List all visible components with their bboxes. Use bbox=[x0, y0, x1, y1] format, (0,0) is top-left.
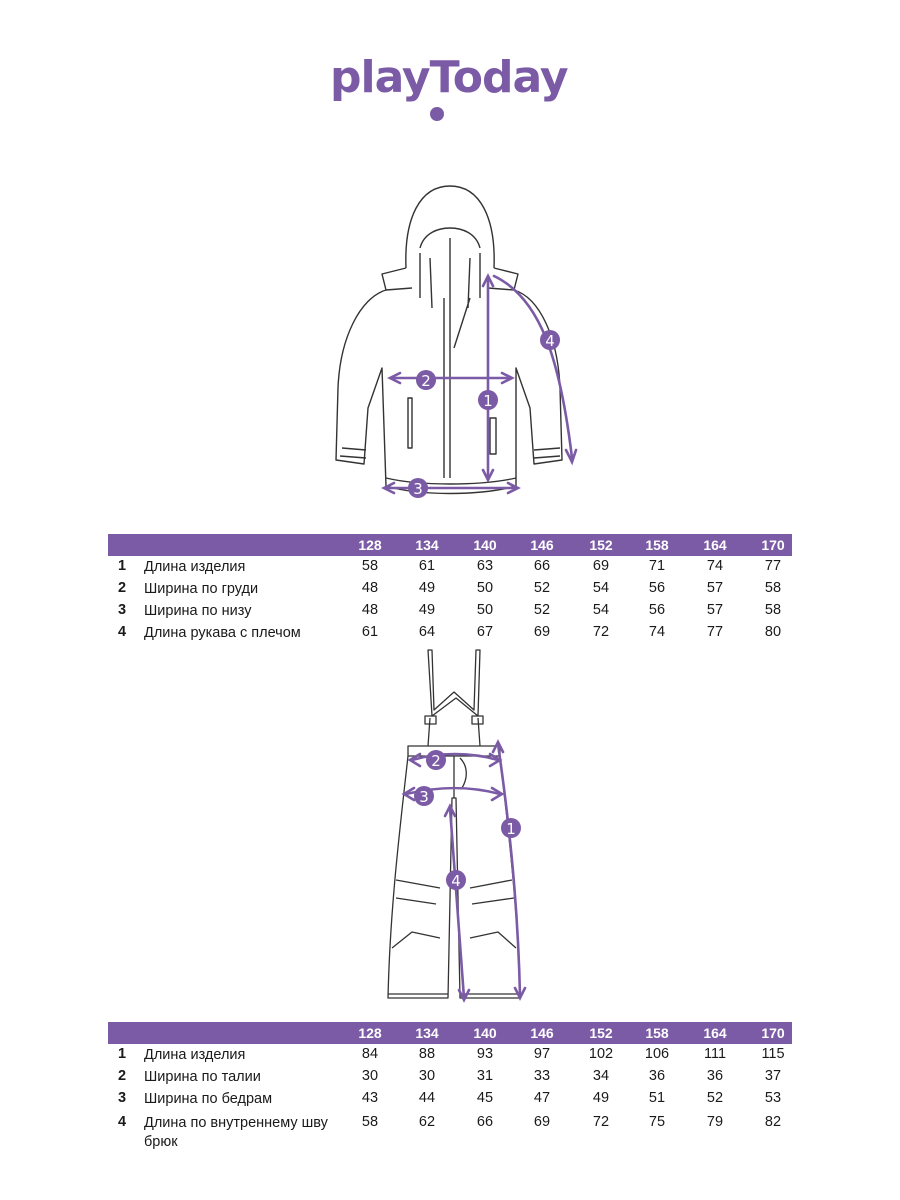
cell-value: 63 bbox=[476, 558, 494, 574]
row-number: 3 bbox=[118, 602, 127, 618]
jacket-marker-4 bbox=[540, 330, 560, 350]
pants-size-table bbox=[108, 1022, 792, 1156]
cell-value: 51 bbox=[648, 1090, 666, 1106]
cell-value: 50 bbox=[476, 602, 494, 618]
pants-marker-4 bbox=[446, 870, 466, 890]
size-header: 128 bbox=[358, 1025, 382, 1041]
svg-text:1: 1 bbox=[506, 820, 516, 838]
cell-value: 53 bbox=[764, 1090, 782, 1106]
cell-value: 69 bbox=[533, 624, 551, 640]
cell-value: 30 bbox=[361, 1068, 379, 1084]
cell-value: 48 bbox=[361, 602, 379, 618]
cell-value: 75 bbox=[648, 1114, 666, 1130]
row-label: Ширина по талии bbox=[144, 1069, 261, 1085]
cell-value: 36 bbox=[648, 1068, 666, 1084]
size-header: 134 bbox=[415, 1025, 439, 1041]
cell-value: 102 bbox=[588, 1046, 614, 1062]
size-header: 152 bbox=[589, 1025, 613, 1041]
cell-value: 49 bbox=[592, 1090, 610, 1106]
cell-value: 66 bbox=[476, 1114, 494, 1130]
size-header: 170 bbox=[761, 1025, 785, 1041]
row-label: Длина рукава с плечом bbox=[144, 625, 301, 641]
table-row bbox=[108, 622, 792, 644]
table-row bbox=[108, 556, 792, 578]
row-label: Длина по внутреннему шву брюк bbox=[144, 1115, 328, 1150]
cell-value: 67 bbox=[476, 624, 494, 640]
pants-table-header bbox=[108, 1022, 792, 1044]
cell-value: 58 bbox=[764, 580, 782, 596]
row-number: 2 bbox=[118, 580, 127, 596]
cell-value: 66 bbox=[533, 558, 551, 574]
svg-text:3: 3 bbox=[419, 788, 429, 806]
cell-value: 84 bbox=[361, 1046, 379, 1062]
cell-value: 115 bbox=[761, 1046, 785, 1062]
cell-value: 48 bbox=[361, 580, 379, 596]
row-number: 3 bbox=[118, 1090, 127, 1106]
svg-text:1: 1 bbox=[483, 392, 493, 410]
row-number: 1 bbox=[118, 558, 127, 574]
svg-text:4: 4 bbox=[451, 872, 461, 890]
brand-logo-text: playToday bbox=[330, 52, 568, 103]
size-header: 128 bbox=[358, 537, 382, 553]
cell-value: 82 bbox=[764, 1114, 782, 1130]
cell-value: 77 bbox=[706, 624, 724, 640]
cell-value: 97 bbox=[533, 1046, 551, 1062]
cell-value: 52 bbox=[533, 580, 551, 596]
table-row bbox=[108, 1044, 792, 1066]
cell-value: 31 bbox=[476, 1068, 494, 1084]
cell-value: 58 bbox=[361, 558, 379, 574]
pants-sketch bbox=[370, 648, 540, 1008]
cell-value: 106 bbox=[644, 1046, 670, 1062]
cell-value: 69 bbox=[533, 1114, 551, 1130]
pants-marker-2 bbox=[426, 750, 446, 770]
cell-value: 30 bbox=[418, 1068, 436, 1084]
row-label: Длина изделия bbox=[144, 1047, 246, 1063]
cell-value: 74 bbox=[648, 624, 666, 640]
size-header: 152 bbox=[589, 537, 613, 553]
cell-value: 34 bbox=[592, 1068, 610, 1084]
cell-value: 93 bbox=[476, 1046, 494, 1062]
jacket-marker-2 bbox=[416, 370, 436, 390]
cell-value: 62 bbox=[418, 1114, 436, 1130]
cell-value: 57 bbox=[706, 580, 724, 596]
cell-value: 47 bbox=[533, 1090, 551, 1106]
row-label: Ширина по бедрам bbox=[144, 1091, 273, 1107]
cell-value: 69 bbox=[592, 558, 610, 574]
size-header: 164 bbox=[703, 1025, 727, 1041]
svg-text:2: 2 bbox=[431, 752, 441, 770]
cell-value: 54 bbox=[592, 580, 610, 596]
jacket-size-table bbox=[108, 534, 792, 644]
size-header: 164 bbox=[703, 537, 727, 553]
cell-value: 37 bbox=[764, 1068, 782, 1084]
cell-value: 49 bbox=[418, 602, 436, 618]
cell-value: 111 bbox=[703, 1046, 727, 1062]
cell-value: 74 bbox=[706, 558, 724, 574]
table-row bbox=[108, 578, 792, 600]
cell-value: 45 bbox=[476, 1090, 494, 1106]
cell-value: 79 bbox=[706, 1114, 724, 1130]
size-header: 146 bbox=[530, 1025, 554, 1041]
size-header: 140 bbox=[473, 1025, 497, 1041]
jacket-marker-3 bbox=[408, 478, 428, 498]
row-number: 1 bbox=[118, 1046, 127, 1062]
cell-value: 61 bbox=[361, 624, 379, 640]
cell-value: 77 bbox=[764, 558, 782, 574]
row-label: Ширина по груди bbox=[144, 581, 259, 597]
row-label: Ширина по низу bbox=[144, 603, 252, 619]
cell-value: 36 bbox=[706, 1068, 724, 1084]
size-header: 134 bbox=[415, 537, 439, 553]
svg-text:4: 4 bbox=[545, 332, 555, 350]
pants-marker-3 bbox=[414, 786, 434, 806]
cell-value: 64 bbox=[418, 624, 436, 640]
table-row bbox=[108, 1088, 792, 1112]
cell-value: 43 bbox=[361, 1090, 379, 1106]
pants-marker-1 bbox=[501, 818, 521, 838]
table-row bbox=[108, 600, 792, 622]
cell-value: 52 bbox=[533, 602, 551, 618]
row-number: 2 bbox=[118, 1068, 127, 1084]
cell-value: 61 bbox=[418, 558, 436, 574]
cell-value: 56 bbox=[648, 602, 666, 618]
size-header: 158 bbox=[645, 1025, 669, 1041]
jacket-table-header bbox=[108, 534, 792, 556]
row-number: 4 bbox=[118, 1114, 127, 1130]
cell-value: 80 bbox=[764, 624, 782, 640]
cell-value: 71 bbox=[648, 558, 666, 574]
cell-value: 44 bbox=[418, 1090, 436, 1106]
cell-value: 58 bbox=[361, 1114, 379, 1130]
svg-text:3: 3 bbox=[413, 480, 423, 498]
cell-value: 72 bbox=[592, 624, 610, 640]
cell-value: 58 bbox=[764, 602, 782, 618]
brand-logo bbox=[330, 52, 570, 132]
table-row bbox=[108, 1066, 792, 1088]
cell-value: 57 bbox=[706, 602, 724, 618]
cell-value: 72 bbox=[592, 1114, 610, 1130]
jacket-marker-1 bbox=[478, 390, 498, 410]
cell-value: 52 bbox=[706, 1090, 724, 1106]
jacket-sketch bbox=[320, 178, 590, 508]
row-number: 4 bbox=[118, 624, 127, 640]
row-label: Длина изделия bbox=[144, 559, 246, 575]
cell-value: 54 bbox=[592, 602, 610, 618]
cell-value: 56 bbox=[648, 580, 666, 596]
cell-value: 88 bbox=[418, 1046, 436, 1062]
cell-value: 50 bbox=[476, 580, 494, 596]
svg-text:2: 2 bbox=[421, 372, 431, 390]
size-header: 158 bbox=[645, 537, 669, 553]
size-header: 146 bbox=[530, 537, 554, 553]
size-header: 140 bbox=[473, 537, 497, 553]
cell-value: 49 bbox=[418, 580, 436, 596]
size-header: 170 bbox=[761, 537, 785, 553]
cell-value: 33 bbox=[533, 1068, 551, 1084]
table-row bbox=[108, 1112, 792, 1156]
